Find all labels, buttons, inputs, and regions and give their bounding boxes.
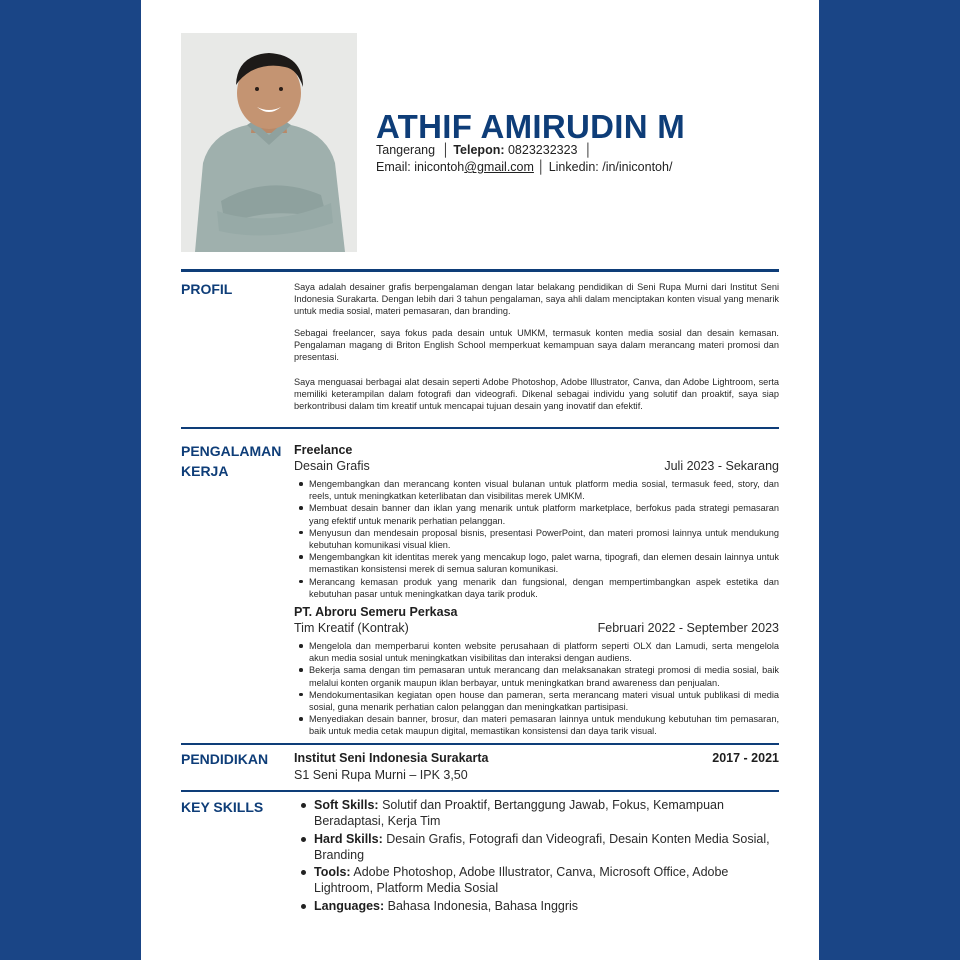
section-divider	[181, 790, 779, 792]
education-school: Institut Seni Indonesia Surakarta	[294, 751, 489, 765]
skill-label: Tools:	[314, 865, 351, 880]
job-date: Februari 2022 - September 2023	[597, 621, 779, 635]
phone-label: Telepon:	[453, 143, 505, 157]
profile-photo	[181, 33, 357, 252]
separator: │	[537, 160, 546, 174]
list-item: Menyediakan desain banner, brosur, dan materi pemasaran lainnya untuk mendukung kebutuhan tim pemasaran, baik untuk media cetak maupun digital, memastikan konsistensi dan daya tarik visual.	[309, 714, 779, 737]
job-date: Juli 2023 - Sekarang	[664, 459, 779, 473]
email-label: Email:	[376, 160, 411, 174]
job-role: Tim Kreatif (Kontrak)	[294, 621, 409, 635]
experience-section-title	[181, 441, 289, 481]
list-item: Menyusun dan mendesain proposal bisnis, presentasi PowerPoint, dan materi promosi lainnya untuk mendukung kebutuhan komunikasi visual klien.	[309, 527, 779, 551]
list-item: Mengembangkan kit identitas merek yang mencakup logo, palet warna, tipografi, dan elemen desain lainnya untuk memastikan konsistensi merek di semua saluran komunikasi.	[309, 552, 779, 575]
list-item: Membuat desain banner dan iklan yang menarik untuk platform marketplace, berfokus pada strategi pemasaran yang efektif untuk menarik perhatian pelanggan.	[309, 503, 779, 526]
profile-paragraph-1: Saya adalah desainer grafis berpengalaman dengan latar belakang pendidikan di Seni Rupa Murni dari Institut Seni Indonesia Surakarta. Dengan lebih dari 3 tahun pengalaman, saya ahli dalam menciptakan konten visual yang menarik untuk media sosial, materi pemasaran, dan branding.	[294, 282, 779, 317]
skill-text: Solutif dan Proaktif, Bertanggung Jawab, Fokus, Kemampuan Beradaptasi, Kerja Tim	[314, 798, 724, 829]
experience-title-line-1: PENGALAMAN	[181, 443, 282, 459]
profile-paragraph-3: Saya menguasai berbagai alat desain seperti Adobe Photoshop, Adobe Illustrator, Canva, dan Adobe Lightroom, serta memiliki keterampilan dalam fotografi dan videografi. Dikenal sebagai individu yang solutif dan proaktif, saya siap berkontribusi dalam tim kreatif untuk mencapai tujuan desain yang inovatif dan efektif.	[294, 377, 779, 412]
education-years: 2017 - 2021	[712, 751, 779, 765]
job-bullet-list	[294, 478, 779, 600]
skill-item	[314, 831, 779, 864]
education-degree: S1 Seni Rupa Murni – IPK 3,50	[294, 768, 468, 782]
email-domain: @gmail.com	[464, 160, 534, 174]
email-user: inicontoh	[414, 160, 465, 174]
section-divider	[181, 269, 779, 272]
skill-item	[314, 898, 779, 914]
skill-item	[314, 864, 779, 897]
education-section-title: PENDIDIKAN	[181, 751, 269, 767]
resume-page	[141, 0, 819, 960]
person-portrait-icon	[181, 33, 357, 252]
skill-text: Bahasa Indonesia, Bahasa Inggris	[387, 898, 579, 913]
contact-line-1	[376, 143, 592, 157]
skill-label: Hard Skills:	[314, 831, 383, 846]
contact-line-2	[376, 160, 672, 174]
section-divider	[181, 743, 779, 745]
location-text: Tangerang	[376, 143, 436, 157]
candidate-name: ATHIF AMIRUDIN M	[376, 108, 686, 145]
list-item: Bekerja sama dengan tim pemasaran untuk merancang dan melaksanakan strategi promosi di media sosial, baik melalui konten organik maupun iklan berbayar, untuk meningkatkan brand awareness dan penjualan.	[309, 665, 779, 688]
job-company: Freelance	[294, 443, 353, 457]
job-role: Desain Grafis	[294, 459, 370, 473]
list-item: Mengelola dan memperbarui konten website perusahaan di platform seperti OLX dan Lamudi, serta mengelola akun media sosial untuk meningkatkan visibilitas dan interaksi dengan audiens.	[309, 641, 779, 664]
profile-section-title: PROFIL	[181, 281, 233, 297]
list-item: Mendokumentasikan kegiatan open house dan pameran, serta merancang materi visual untuk publikasi di media sosial, guna menarik perhatian calon pelanggan dan meningkatkan partisipasi.	[309, 689, 779, 713]
linkedin-label: Linkedin:	[548, 160, 599, 174]
separator: │	[581, 143, 593, 157]
skill-item	[314, 797, 779, 830]
skill-label: Soft Skills:	[314, 798, 379, 812]
skill-text: Desain Grafis, Fotografi dan Videografi, Desain Konten Media Sosial, Branding	[314, 831, 770, 862]
linkedin-link[interactable]: /in/inicontoh/	[602, 160, 673, 174]
skills-section-title: KEY SKILLS	[181, 799, 264, 815]
job-company: PT. Abroru Semeru Perkasa	[294, 605, 458, 619]
section-divider	[181, 427, 779, 429]
separator: │	[438, 143, 450, 157]
list-item: Merancang kemasan produk yang menarik dan fungsional, dengan mempertimbangkan aspek estetika dan kebutuhan pasar untuk meningkatkan daya tarik produk.	[309, 576, 779, 599]
skills-list	[294, 797, 779, 915]
phone-number: 0823232323	[507, 143, 578, 157]
job-bullet-list	[294, 640, 779, 738]
profile-paragraph-2: Sebagai freelancer, saya fokus pada desain untuk UMKM, termasuk konten media sosial dan desain kemasan. Pengalaman magang di Briton English School memperkuat kemampuan saya dalam merancang materi promosi dan presentasi.	[294, 328, 779, 363]
experience-title-line-2: KERJA	[181, 463, 229, 479]
list-item: Mengembangkan dan merancang konten visual bulanan untuk platform media sosial, termasuk feed, story, dan reels, untuk meningkatkan keterlibatan dan visibilitas merek UMKM.	[309, 479, 779, 502]
email-link[interactable]	[414, 160, 534, 174]
skill-text: Adobe Photoshop, Adobe Illustrator, Canva, Microsoft Office, Adobe Lightroom, Platform Media Sosial	[314, 865, 729, 896]
skill-label: Languages:	[314, 898, 385, 913]
